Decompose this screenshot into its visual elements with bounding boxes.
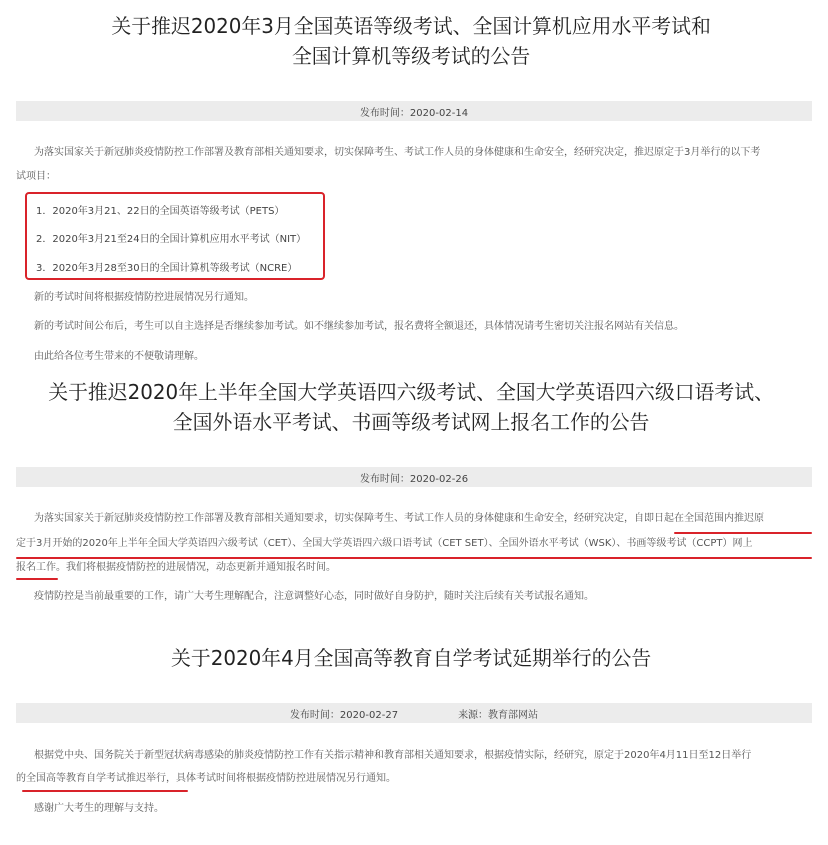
notice3-source: 来源：教育部网站 xyxy=(458,709,539,721)
notice1-title-line2: 全国计算机等级考试的公告 xyxy=(291,44,531,68)
notice1-item-3: 3．2020年3月28至30日的全国计算机等级考试（NCRE） xyxy=(36,263,298,274)
notice2-title-line2: 全国外语水平考试、书画等级考试网上报名工作的公告 xyxy=(172,410,650,434)
notice2-date-band xyxy=(16,467,812,487)
notice2-body-line3: 报名工作。我们将根据疫情防控的进展情况，动态更新并通知报名时间。 xyxy=(16,562,336,573)
notice1-para3: 新的考试时间公布后，考生可以自主选择是否继续参加考试。如不继续参加考试，报名费将全额退还，具体情况请考生密切关注报名网站有关信息。 xyxy=(34,321,684,332)
notice2-underline-1 xyxy=(674,532,812,534)
notice1-title-line1: 关于推迟2020年3月全国英语等级考试、全国计算机应用水平考试和 xyxy=(111,14,711,38)
notice1-para4: 由此给各位考生带来的不便敬请理解。 xyxy=(34,351,204,362)
notice1-item-1: 1．2020年3月21、22日的全国英语等级考试（PETS） xyxy=(36,206,285,217)
notice2-title-line1: 关于推迟2020年上半年全国大学英语四六级考试、全国大学英语四六级口语考试、 xyxy=(48,380,774,404)
notice1-intro-line1: 为落实国家关于新冠肺炎疫情防控工作部署及教育部相关通知要求，切实保障考生、考试工作人员的身体健康和生命安全，经研究决定，推迟原定于3月举行的以下考 xyxy=(34,147,761,158)
notice3-body-line1: 根据党中央、国务院关于新型冠状病毒感染的肺炎疫情防控工作有关指示精神和教育部相关通知要求，根据疫情实际，经研究，原定于2020年4月11日至12日举行 xyxy=(34,750,752,761)
notice2-body-line1: 为落实国家关于新冠肺炎疫情防控工作部署及教育部相关通知要求，切实保障考生、考试工作人员的身体健康和生命安全，经研究决定，自即日起在全国范围内推迟原 xyxy=(34,513,764,524)
notice3-para2: 感谢广大考生的理解与支持。 xyxy=(34,803,164,814)
notice1-item-2: 2．2020年3月21至24日的全国计算机应用水平考试（NIT） xyxy=(36,234,307,245)
notice2-underline-3 xyxy=(16,578,58,580)
notice3-body-line2: 的全国高等教育自学考试推迟举行，具体考试时间将根据疫情防控进展情况另行通知。 xyxy=(16,773,396,784)
notice2-para2: 疫情防控是当前最重要的工作，请广大考生理解配合，注意调整好心态，同时做好自身防护，随时关注后续有关考试报名通知。 xyxy=(34,591,594,602)
notice1-para2: 新的考试时间将根据疫情防控进展情况另行通知。 xyxy=(34,292,254,303)
notice2-date: 发布时间：2020-02-26 xyxy=(359,473,469,485)
notice3-title: 关于2020年4月全国高等教育自学考试延期举行的公告 xyxy=(170,646,652,670)
notice2-underline-2 xyxy=(16,557,812,559)
notice1-date: 发布时间：2020-02-14 xyxy=(359,107,469,119)
notice3-underline xyxy=(22,790,188,792)
notice2-body-line2: 定于3月开始的2020年上半年全国大学英语四六级考试（CET）、全国大学英语四六级口语考试（CET SET）、全国外语水平考试（WSK）、书画等级考试（CCPT）网上 xyxy=(16,538,753,549)
notice1-date-band xyxy=(16,101,812,121)
notice3-date-band xyxy=(16,703,812,723)
notice3-date: 发布时间：2020-02-27 xyxy=(289,709,399,721)
notice1-intro-line2: 试项目： xyxy=(16,171,56,182)
